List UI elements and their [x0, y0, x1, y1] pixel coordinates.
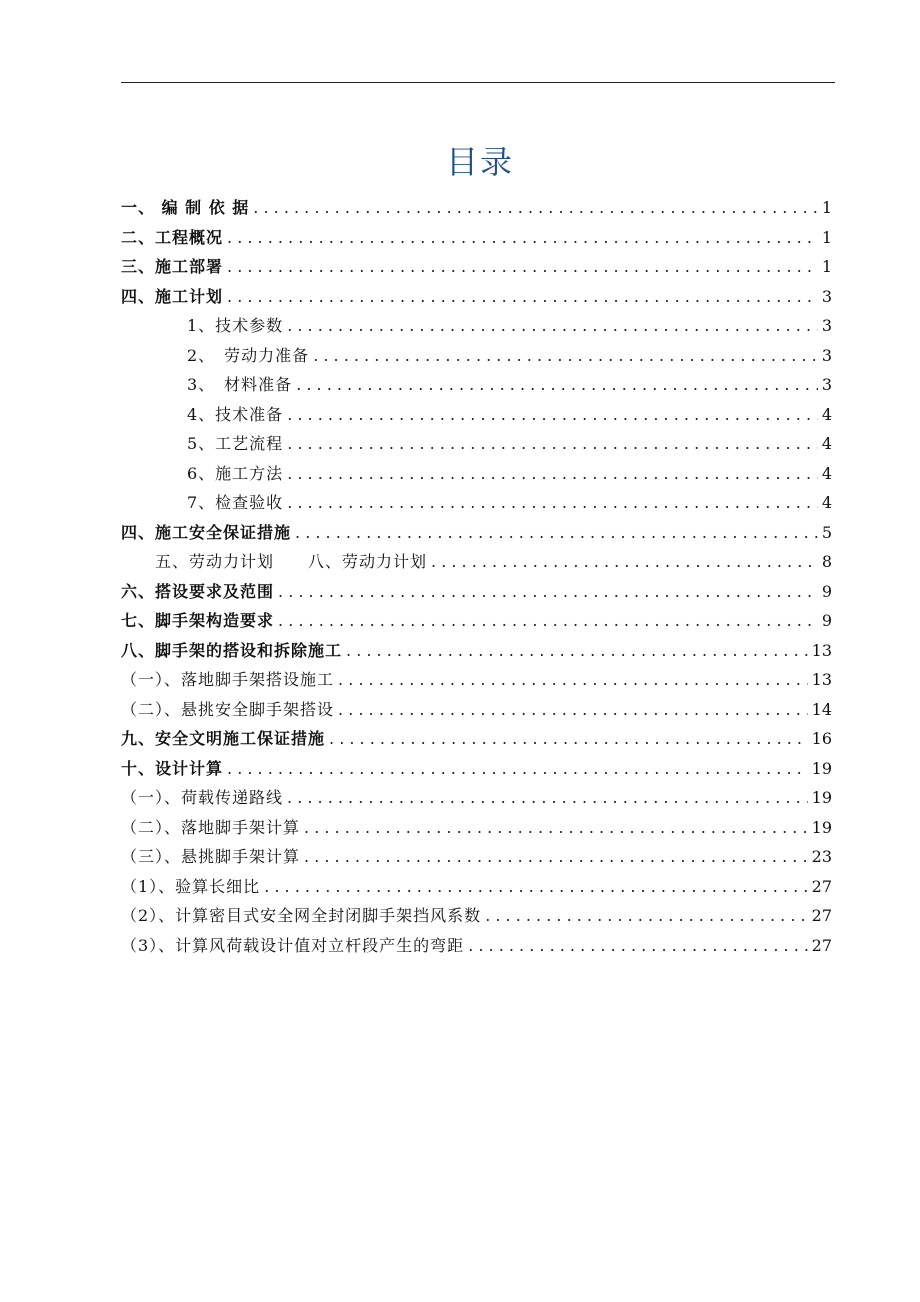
- toc-entry-page: 1: [821, 227, 832, 247]
- toc-entry[interactable]: [121, 547, 832, 577]
- toc-entry[interactable]: [121, 872, 832, 902]
- toc-entry[interactable]: [121, 370, 832, 400]
- toc-entry[interactable]: [121, 577, 832, 607]
- page-title: 目录: [445, 143, 514, 181]
- toc-entry-page: 14: [811, 699, 832, 719]
- toc-entry-label: 一、 编 制 依 据: [121, 198, 250, 217]
- toc-entry-label: 六、搭设要求及范围: [121, 581, 275, 601]
- toc-entry-page: 1: [821, 257, 832, 276]
- toc-entry[interactable]: [121, 636, 832, 666]
- toc-entry[interactable]: [121, 901, 832, 931]
- toc-entry[interactable]: [121, 488, 832, 518]
- toc-leader-dots: [295, 518, 818, 548]
- toc-leader-dots: [338, 665, 808, 695]
- toc-entry[interactable]: [121, 223, 832, 253]
- toc-entry-label: （一）、落地脚手架搭设施工: [121, 670, 335, 689]
- toc-leader-dots: [304, 842, 808, 872]
- toc-entry-page: 27: [811, 906, 832, 925]
- toc-entry-label: （3）、计算风荷载设计值对立杆段产生的弯距: [121, 935, 465, 955]
- toc-leader-dots: [287, 488, 818, 518]
- toc-entry-page: 19: [811, 817, 832, 837]
- toc-entry-page: 3: [821, 375, 832, 394]
- toc-leader-dots: [287, 429, 818, 459]
- toc-entry[interactable]: [121, 754, 832, 784]
- toc-entry[interactable]: [121, 813, 832, 843]
- toc-entry-page: 1: [821, 198, 832, 217]
- toc-entry-label: 八、脚手架的搭设和拆除施工: [121, 640, 343, 660]
- toc-entry-page: 4: [821, 463, 832, 483]
- toc-entry-label: 4、技术准备: [187, 404, 284, 424]
- toc-entry-label: 3、 材料准备: [187, 375, 293, 394]
- toc-entry[interactable]: [121, 311, 832, 341]
- toc-leader-dots: [296, 370, 818, 400]
- toc-entry-label: 四、施工计划: [121, 286, 224, 306]
- toc-entry[interactable]: [121, 665, 832, 695]
- toc-entry-page: 13: [811, 640, 832, 660]
- toc-leader-dots: [287, 783, 808, 813]
- toc-entry[interactable]: [121, 193, 832, 223]
- toc-entry-page: 16: [811, 729, 832, 748]
- toc-entry[interactable]: [121, 282, 832, 312]
- toc-entry-label: 1、技术参数: [187, 316, 284, 335]
- toc-entry-label: 6、施工方法: [187, 463, 284, 483]
- toc-leader-dots: [485, 901, 807, 931]
- toc-entry-label: 四、施工安全保证措施: [121, 522, 292, 542]
- toc-leader-dots: [227, 223, 818, 253]
- toc-entry[interactable]: [121, 341, 832, 371]
- toc-leader-dots: [253, 193, 818, 223]
- toc-entry[interactable]: [121, 695, 832, 725]
- toc-entry-page: 4: [821, 493, 832, 512]
- toc-entry-label: （一）、荷载传递路线: [121, 788, 284, 807]
- toc-entry-page: 3: [821, 286, 832, 306]
- toc-entry[interactable]: [121, 400, 832, 430]
- toc-leader-dots: [287, 311, 818, 341]
- toc-entry-page: 13: [811, 670, 832, 689]
- toc-leader-dots: [329, 724, 808, 754]
- toc-leader-dots: [227, 252, 818, 282]
- toc-entry-page: 27: [811, 876, 832, 896]
- toc-entry-label: 7、检查验收: [187, 493, 284, 512]
- toc-entry-page: 19: [811, 788, 832, 807]
- toc-entry[interactable]: [121, 783, 832, 813]
- toc-leader-dots: [468, 931, 807, 961]
- toc-entry-page: 9: [821, 581, 832, 601]
- toc-entry-label: （2）、计算密目式安全网全封闭脚手架挡风系数: [121, 906, 482, 925]
- toc-leader-dots: [264, 872, 807, 902]
- toc-entry[interactable]: [121, 429, 832, 459]
- toc-entry[interactable]: [121, 459, 832, 489]
- toc-entry-page: 19: [811, 758, 832, 778]
- toc-leader-dots: [278, 577, 818, 607]
- toc-leader-dots: [313, 341, 818, 371]
- toc-entry[interactable]: [121, 252, 832, 282]
- toc-entry-label: （二）、落地脚手架计算: [121, 817, 301, 837]
- toc-entry-page: 9: [821, 611, 832, 630]
- toc-entry-label: 十、设计计算: [121, 758, 224, 778]
- toc-entry-label: （1）、验算长细比: [121, 876, 261, 896]
- toc-leader-dots: [227, 754, 808, 784]
- toc-entry-page: 3: [821, 345, 832, 365]
- header-rule: [121, 82, 835, 83]
- toc-entry-label: 5、工艺流程: [187, 434, 284, 453]
- toc-entry-page: 27: [811, 935, 832, 955]
- toc-entry-page: 8: [821, 552, 832, 571]
- toc-entry[interactable]: [121, 842, 832, 872]
- toc-entry-label: 三、施工部署: [121, 257, 224, 276]
- toc-entry-label: 二、工程概况: [121, 227, 224, 247]
- toc-entry-label: （三）、悬挑脚手架计算: [121, 847, 301, 866]
- toc-entry-page: 23: [811, 847, 832, 866]
- toc-leader-dots: [287, 459, 818, 489]
- toc-entry-label: 九、安全文明施工保证措施: [121, 729, 326, 748]
- toc-entry-page: 4: [821, 434, 832, 453]
- toc-entry[interactable]: [121, 606, 832, 636]
- toc-entry-page: 5: [821, 522, 832, 542]
- toc-entry[interactable]: [121, 931, 832, 961]
- toc-entry[interactable]: [121, 518, 832, 548]
- toc-leader-dots: [227, 282, 818, 312]
- toc-entry-label: （二）、悬挑安全脚手架搭设: [121, 699, 335, 719]
- toc-leader-dots: [278, 606, 818, 636]
- toc-leader-dots: [431, 547, 818, 577]
- toc-entry-page: 3: [821, 316, 832, 335]
- toc-entry-label: 五、劳动力计划 八、劳动力计划: [155, 552, 428, 571]
- toc-leader-dots: [346, 636, 808, 666]
- toc-leader-dots: [304, 813, 808, 843]
- toc-entry-label: 2、 劳动力准备: [187, 345, 310, 365]
- toc-leader-dots: [338, 695, 808, 725]
- toc-entry-label: 七、脚手架构造要求: [121, 611, 275, 630]
- toc-entry-page: 4: [821, 404, 832, 424]
- toc-leader-dots: [287, 400, 818, 430]
- toc-entry[interactable]: [121, 724, 832, 754]
- table-of-contents: [121, 193, 832, 960]
